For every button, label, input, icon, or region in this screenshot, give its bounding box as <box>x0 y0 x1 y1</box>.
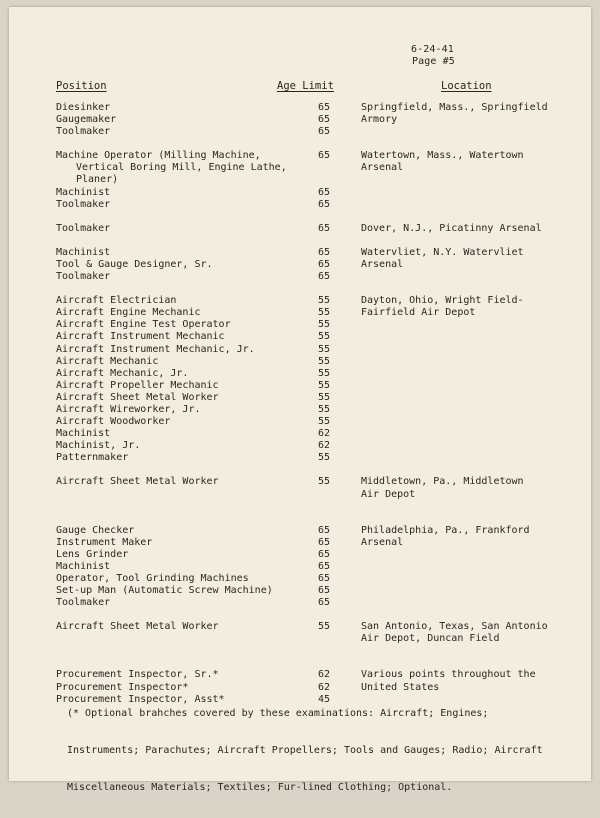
age-limit-cell: 55 <box>318 391 331 403</box>
table-row <box>9 404 591 416</box>
table-row <box>9 392 591 404</box>
location-group <box>9 476 591 500</box>
table-row <box>9 319 591 331</box>
age-limit-cell: 65 <box>318 222 331 234</box>
age-limit-cell: 65 <box>318 150 331 162</box>
table-row <box>9 150 591 162</box>
position-cell: Set-up Man (Automatic Screw Machine) <box>56 585 273 597</box>
position-cell: Aircraft Mechanic, Jr. <box>56 367 189 379</box>
location-cell: Arsenal <box>361 258 404 270</box>
table-row <box>9 368 591 380</box>
location-cell: Arsenal <box>361 536 404 548</box>
age-limit-cell: 65 <box>318 114 331 126</box>
position-cell: Machinist <box>56 246 111 258</box>
table-row <box>9 573 591 585</box>
position-cell: Toolmaker <box>56 597 111 609</box>
location-cell: Dayton, Ohio, Wright Field- <box>361 295 524 307</box>
table-row <box>9 199 591 211</box>
age-limit-cell: 45 <box>318 693 331 705</box>
location-cell: Watervliet, N.Y. Watervliet <box>361 246 524 258</box>
location-group <box>9 621 591 645</box>
location-group <box>9 525 591 610</box>
table-row <box>9 271 591 283</box>
age-limit-cell: 55 <box>318 452 331 464</box>
location-cell: Air Depot <box>361 488 416 500</box>
position-cell: Diesinker <box>56 102 111 113</box>
position-cell: Toolmaker <box>56 271 111 283</box>
table-row <box>9 549 591 561</box>
age-limit-cell: 65 <box>318 246 331 258</box>
location-cell: Philadelphia, Pa., Frankford <box>361 524 530 536</box>
table-row <box>9 633 591 645</box>
table-row <box>9 114 591 126</box>
position-cell: Aircraft Instrument Mechanic <box>56 331 225 343</box>
position-cell: Procurement Inspector* <box>56 681 189 693</box>
location-group <box>9 295 591 464</box>
footnote-line: (* Optional brahches covered by these examinations: Aircraft; Engines; <box>67 708 489 720</box>
age-limit-cell: 62 <box>318 669 331 681</box>
position-cell: Patternmaker <box>56 452 129 464</box>
age-limit-cell: 55 <box>318 367 331 379</box>
age-limit-cell: 55 <box>318 343 331 355</box>
table-row <box>9 585 591 597</box>
position-cell: Lens Grinder <box>56 548 129 560</box>
location-cell: Fairfield Air Depot <box>361 307 476 319</box>
location-cell: Various points throughout the <box>361 669 536 681</box>
table-row <box>9 223 591 235</box>
table-row <box>9 344 591 356</box>
table-row <box>9 537 591 549</box>
position-cell: Aircraft Woodworker <box>56 416 171 428</box>
table-row <box>9 476 591 488</box>
position-cell: Aircraft Wireworker, Jr. <box>56 403 201 415</box>
position-cell: Aircraft Engine Mechanic <box>56 307 201 319</box>
table-row <box>9 597 591 609</box>
age-limit-cell: 65 <box>318 585 331 597</box>
age-limit-cell: 65 <box>318 258 331 270</box>
position-cell: Aircraft Sheet Metal Worker <box>56 391 219 403</box>
location-cell: Arsenal <box>361 162 404 174</box>
age-limit-cell: 65 <box>318 198 331 210</box>
document-page <box>9 7 591 793</box>
location-cell: Armory <box>361 114 398 126</box>
age-limit-cell: 65 <box>318 126 331 138</box>
location-group <box>9 150 591 210</box>
age-limit-cell: 65 <box>318 597 331 609</box>
table-row <box>9 174 591 186</box>
table-row <box>9 295 591 307</box>
age-limit-cell: 55 <box>318 319 331 331</box>
age-limit-cell: 55 <box>318 331 331 343</box>
table-row <box>9 162 591 174</box>
column-header-position: Position <box>56 80 107 92</box>
age-limit-cell: 55 <box>318 476 331 488</box>
age-limit-cell: 55 <box>318 307 331 319</box>
position-cell: Aircraft Propeller Mechanic <box>56 379 219 391</box>
footnote-line: Miscellaneous Materials; Textiles; Fur-lined Clothing; Optional. <box>67 781 453 793</box>
position-cell: Aircraft Sheet Metal Worker <box>56 476 219 488</box>
position-cell: Machinist, Jr. <box>56 440 141 452</box>
table-row <box>9 489 591 501</box>
table-row <box>9 331 591 343</box>
table-row <box>9 356 591 368</box>
position-cell: Toolmaker <box>56 126 111 138</box>
position-cell: Procurement Inspector, Asst* <box>56 693 225 705</box>
age-limit-cell: 55 <box>318 403 331 415</box>
position-cell: Machinist <box>56 428 111 440</box>
position-cell: Aircraft Sheet Metal Worker <box>56 621 219 633</box>
position-cell: Machinist <box>56 186 111 198</box>
position-cell: Gauge Checker <box>56 524 135 536</box>
position-cell: Vertical Boring Mill, Engine Lathe, <box>76 162 287 174</box>
table-row <box>9 102 591 114</box>
table-row <box>9 525 591 537</box>
position-cell: Aircraft Instrument Mechanic, Jr. <box>56 343 255 355</box>
location-group <box>9 102 591 138</box>
age-limit-cell: 65 <box>318 102 331 113</box>
age-limit-cell: 65 <box>318 524 331 536</box>
location-cell: Springfield, Mass., Springfield <box>361 102 548 113</box>
table-row <box>9 126 591 138</box>
footnote <box>67 681 587 818</box>
position-cell: Planer) <box>76 174 119 186</box>
age-limit-cell: 65 <box>318 548 331 560</box>
table-row <box>9 259 591 271</box>
position-cell: Instrument Maker <box>56 536 153 548</box>
position-cell: Toolmaker <box>56 198 111 210</box>
location-cell: San Antonio, Texas, San Antonio <box>361 621 548 633</box>
table-row <box>9 187 591 199</box>
age-limit-cell: 62 <box>318 440 331 452</box>
table-row <box>9 440 591 452</box>
table-row <box>9 561 591 573</box>
document-date: 6-24-41 <box>411 44 454 55</box>
location-cell: Air Depot, Duncan Field <box>361 633 500 645</box>
table-row <box>9 428 591 440</box>
age-limit-cell: 65 <box>318 560 331 572</box>
table-row <box>9 621 591 633</box>
position-cell: Machine Operator (Milling Machine, <box>56 150 261 162</box>
location-cell: Middletown, Pa., Middletown <box>361 476 524 488</box>
table-row <box>9 307 591 319</box>
age-limit-cell: 65 <box>318 271 331 283</box>
location-cell: Dover, N.J., Picatinny Arsenal <box>361 222 542 234</box>
location-cell: Watertown, Mass., Watertown <box>361 150 524 162</box>
age-limit-cell: 62 <box>318 681 331 693</box>
position-cell: Toolmaker <box>56 222 111 234</box>
age-limit-cell: 55 <box>318 355 331 367</box>
position-cell: Gaugemaker <box>56 114 117 126</box>
column-header-location: Location <box>441 80 492 92</box>
position-cell: Procurement Inspector, Sr.* <box>56 669 219 681</box>
location-group <box>9 247 591 283</box>
position-cell: Aircraft Electrician <box>56 295 177 307</box>
location-cell: United States <box>361 681 440 693</box>
age-limit-cell: 55 <box>318 416 331 428</box>
age-limit-cell: 55 <box>318 295 331 307</box>
age-limit-cell: 65 <box>318 186 331 198</box>
table-row <box>9 452 591 464</box>
position-cell: Machinist <box>56 560 111 572</box>
age-limit-cell: 65 <box>318 536 331 548</box>
table-row <box>9 416 591 428</box>
age-limit-cell: 55 <box>318 621 331 633</box>
location-group <box>9 223 591 235</box>
age-limit-cell: 65 <box>318 573 331 584</box>
table-row <box>9 380 591 392</box>
position-table <box>9 102 591 706</box>
footnote-line: Instruments; Parachutes; Aircraft Propellers; Tools and Gauges; Radio; Aircraft <box>67 745 543 757</box>
column-header-age-limit: Age Limit <box>277 80 334 92</box>
table-row <box>9 669 591 681</box>
position-cell: Tool & Gauge Designer, Sr. <box>56 258 213 270</box>
page-number: Page #5 <box>412 56 455 67</box>
age-limit-cell: 62 <box>318 428 331 440</box>
position-cell: Aircraft Mechanic <box>56 355 159 367</box>
position-cell: Aircraft Engine Test Operator <box>56 319 231 331</box>
position-cell: Operator, Tool Grinding Machines <box>56 573 249 584</box>
age-limit-cell: 55 <box>318 379 331 391</box>
table-row <box>9 247 591 259</box>
